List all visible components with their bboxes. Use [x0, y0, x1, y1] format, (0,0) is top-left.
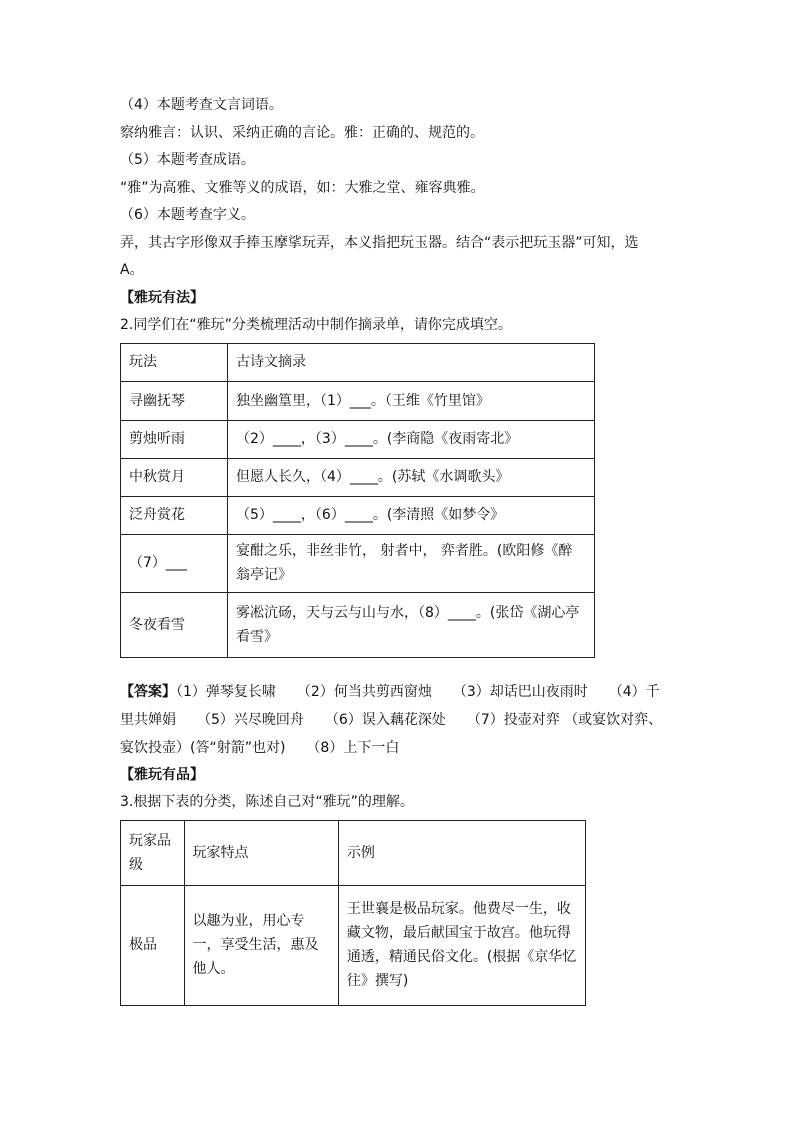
text-line: （6）本题考查字义。 [120, 207, 255, 223]
answer-line [120, 678, 680, 706]
method-cell: （7）___ [121, 534, 228, 592]
question-3-text: 3.根据下表的分类，陈述自己对“雅玩”的理解。 [120, 794, 414, 810]
excerpt-cell: 雾凇沆砀，天与云与山与水，（8）____。(张岱《湖心亭看雪》 [228, 592, 595, 657]
text-line: 弄，其古字形像双手捧玉摩挲玩弄，本义指把玩玉器。结合“表示把玩玉器”可知，选 [120, 234, 639, 251]
table-row [121, 458, 595, 496]
table-header-cell: 玩家品级 [121, 820, 185, 885]
table-header-cell: 示例 [338, 820, 585, 885]
excerpt-cell: 宴酣之乐，非丝非竹， 射者中， 弈者胜。(欧阳修《醉翁亭记》 [228, 534, 595, 592]
excerpt-cell: （5）____，（6）____。(李清照《如梦令》 [228, 496, 595, 534]
table-header-row [121, 820, 586, 885]
answer-label: 【答案】 [120, 683, 176, 700]
table-row [121, 381, 595, 420]
excerpt-cell: 但愿人长久，（4）____。(苏轼《水调歌头》 [228, 458, 595, 496]
table-row [121, 885, 586, 1005]
document-page [120, 92, 680, 1006]
excerpt-cell: 独坐幽篁里，（1）___。（王维《竹里馆》 [228, 381, 595, 420]
table-row [121, 420, 595, 458]
answer-line: 宴饮投壶）(答“射箭”也对) （8）上下一白 [120, 739, 400, 756]
text-line: A。 [120, 262, 144, 278]
text-line: 察纳雅言：认识、采纳正确的言论。雅：正确的、规范的。 [120, 124, 484, 141]
grade-cell: 极品 [121, 885, 185, 1005]
table-row [121, 496, 595, 534]
answer-block [120, 678, 680, 762]
player-grade-table [120, 820, 586, 1006]
table-header-cell: 玩法 [121, 343, 228, 381]
trait-cell: 以趣为业，用心专一，享受生活，惠及他人。 [184, 885, 338, 1005]
table-row [121, 592, 595, 657]
method-cell: 中秋赏月 [121, 458, 228, 496]
answer-text: （1）弹琴复长啸 （2）何当共剪西窗烛 （3）却话巴山夜雨时 （4）千 [176, 683, 660, 700]
table-header-cell: 古诗文摘录 [228, 343, 595, 381]
excerpt-cell: （2）____，（3）____。(李商隐《夜雨寄北》 [228, 420, 595, 458]
method-cell: 冬夜看雪 [121, 592, 228, 657]
answer-line: 里共婵娟 （5）兴尽晚回舟 （6）误入藕花深处 （7）投壶对弈 （或宴饮对弈、 [120, 711, 663, 728]
text-line: “雅”为高雅、文雅等义的成语，如：大雅之堂、雍容典雅。 [120, 179, 485, 196]
example-cell: 王世襄是极品玩家。他费尽一生，收藏文物，最后献国宝于故宫。他玩得通透，精通民俗文化。(根据《京华忆往》撰写) [338, 885, 585, 1005]
section-heading-grades: 【雅玩有品】 [120, 766, 204, 783]
method-cell: 寻幽抚琴 [121, 381, 228, 420]
question-2-text: 2.同学们在“雅玩”分类梳理活动中制作摘录单，请你完成填空。 [120, 317, 512, 333]
method-cell: 剪烛听雨 [121, 420, 228, 458]
excerpt-table [120, 343, 595, 658]
method-cell: 泛舟赏花 [121, 496, 228, 534]
table-header-cell: 玩家特点 [184, 820, 338, 885]
table-row [121, 534, 595, 592]
text-line: （5）本题考查成语。 [120, 152, 255, 168]
table-header-row [121, 343, 595, 381]
text-line: （4）本题考查文言词语。 [120, 97, 283, 113]
section-heading-methods: 【雅玩有法】 [120, 289, 204, 306]
